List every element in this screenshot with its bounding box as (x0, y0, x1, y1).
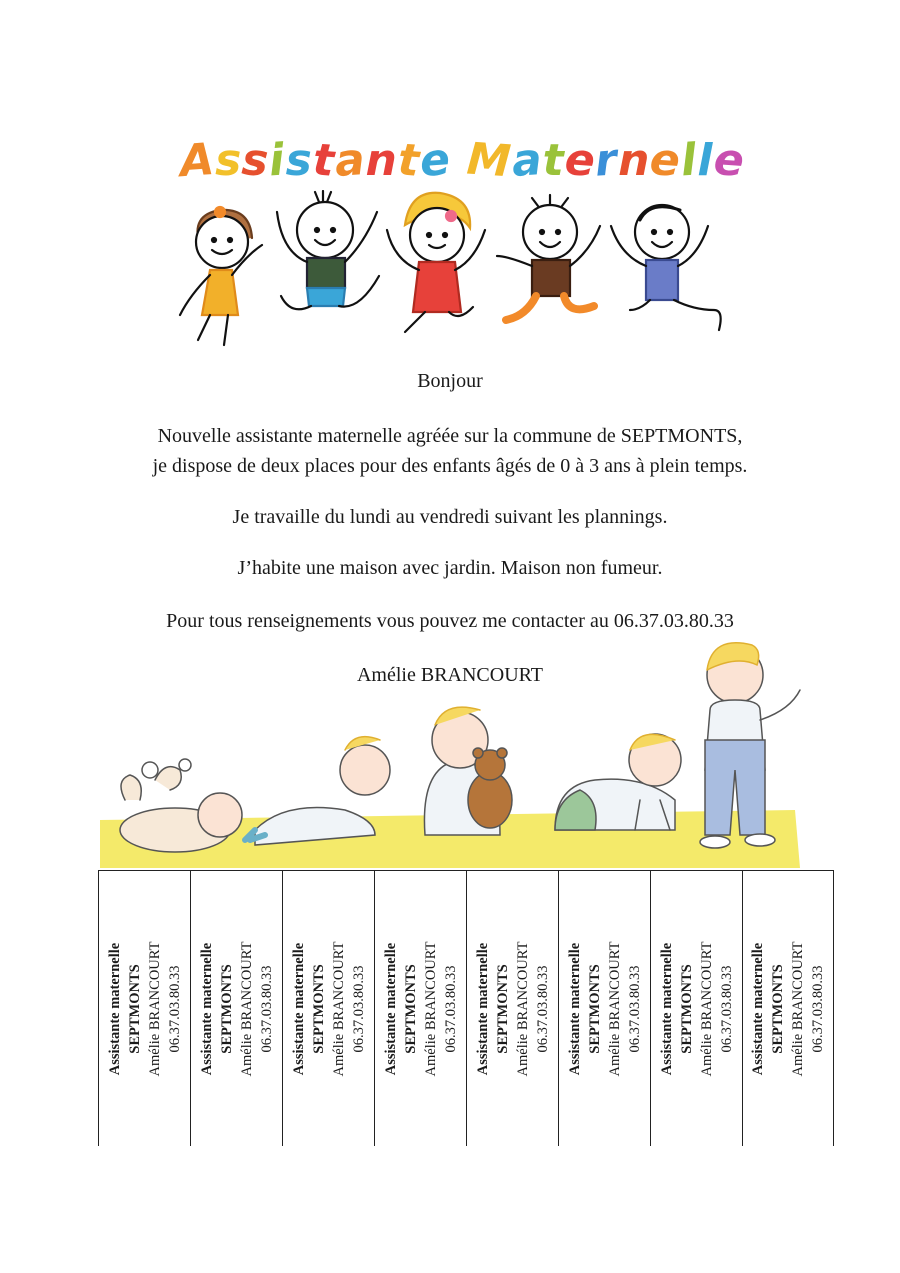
title-letter: s (215, 135, 243, 186)
crawling-baby-2-figure (555, 734, 681, 830)
strip-line3: Amélie BRANCOURT (238, 941, 255, 1076)
tear-off-strip[interactable] (190, 870, 282, 1146)
title-letter: n (618, 135, 651, 186)
strip-line2: SEPTMONTS (770, 963, 786, 1054)
strip-line3: Amélie BRANCOURT (606, 941, 623, 1076)
title-letter: a (510, 133, 545, 188)
strip-line3: Amélie BRANCOURT (698, 941, 715, 1076)
strip-line4: 06.37.03.80.33 (810, 965, 826, 1052)
child-2-figure (277, 191, 379, 309)
strip-line1: Assistante maternelle (290, 942, 307, 1075)
tear-off-strips (98, 870, 838, 1148)
strip-line3: Amélie BRANCOURT (422, 941, 439, 1076)
strip-line4: 06.37.03.80.33 (534, 965, 551, 1052)
strip-line1: Assistante maternelle (750, 942, 766, 1075)
strip-line4: 06.37.03.80.33 (442, 965, 459, 1052)
tear-off-strip[interactable] (558, 870, 650, 1146)
strip-text (565, 879, 645, 1139)
strip-line3: Amélie BRANCOURT (514, 941, 531, 1076)
title-letter: t (311, 134, 337, 187)
title-letter: A (178, 133, 217, 188)
strip-line1: Assistante maternelle (198, 942, 215, 1075)
strip-line2: SEPTMONTS (402, 963, 419, 1054)
child-3-figure (387, 193, 485, 332)
strip-line1: Assistante maternelle (658, 942, 675, 1075)
strip-line4: 06.37.03.80.33 (258, 965, 275, 1052)
title-letter: s (240, 134, 272, 187)
title-letter: a (333, 133, 368, 188)
flyer-title (178, 133, 747, 188)
title-letter: n (365, 135, 398, 186)
tear-off-strip[interactable] (742, 870, 834, 1146)
home-paragraph: J’habite une maison avec jardin. Maison non fumeur. (237, 557, 663, 579)
tear-off-strip[interactable] (374, 870, 466, 1146)
child-1-figure (180, 207, 262, 345)
title-letter: M (465, 133, 514, 188)
strip-line2: SEPTMONTS (310, 963, 327, 1054)
title-letter: l (697, 135, 714, 186)
strip-line2: SEPTMONTS (586, 963, 603, 1054)
tear-off-strip[interactable] (282, 870, 374, 1146)
strip-text (748, 879, 828, 1139)
strip-line1: Assistante maternelle (566, 942, 583, 1075)
lying-baby-figure (120, 759, 242, 852)
title-letter: e (711, 133, 747, 188)
title-letter: t (396, 134, 422, 187)
title-letter: e (418, 133, 453, 188)
strip-line2: SEPTMONTS (678, 963, 695, 1054)
strip-line2: SEPTMONTS (494, 963, 511, 1054)
intro-paragraph (0, 421, 900, 481)
strip-line3: Amélie BRANCOURT (146, 941, 163, 1076)
tear-off-strip[interactable] (98, 870, 190, 1146)
tear-off-strip[interactable] (466, 870, 558, 1146)
signature: Amélie BRANCOURT (356, 664, 543, 686)
child-5-figure (611, 205, 721, 330)
title-letter: e (562, 133, 598, 188)
strip-line2: SEPTMONTS (218, 963, 235, 1054)
strip-line3: Amélie BRANCOURT (330, 941, 347, 1076)
jumping-children-illustration (170, 190, 730, 370)
strip-line2: SEPTMONTS (126, 963, 143, 1054)
intro-line-1: Nouvelle assistante maternelle agréée sur la commune de SEPTMONTS, (157, 425, 743, 447)
title-letter: r (593, 134, 620, 187)
baby-growth-illustration (95, 630, 815, 870)
greeting: Bonjour (417, 370, 483, 392)
strip-text (381, 879, 461, 1139)
title-letter: i (267, 134, 288, 187)
strip-text (657, 879, 737, 1139)
strip-line1: Assistante maternelle (106, 942, 123, 1075)
strip-text (473, 879, 553, 1139)
strip-text (289, 879, 369, 1139)
title-letter (451, 135, 467, 186)
strip-line4: 06.37.03.80.33 (166, 965, 183, 1052)
strip-line4: 06.37.03.80.33 (626, 965, 643, 1052)
strip-line4: 06.37.03.80.33 (350, 965, 367, 1052)
title-letter: s (285, 135, 313, 186)
contact-paragraph: Pour tous renseignements vous pouvez me contacter au 06.37.03.80.33 (166, 610, 734, 632)
strip-line4: 06.37.03.80.33 (718, 965, 735, 1052)
strip-text (105, 879, 185, 1139)
sitting-baby-figure (424, 707, 512, 835)
title-letter: e (648, 133, 684, 188)
title-letter: l (679, 134, 700, 187)
tear-off-strip[interactable] (650, 870, 742, 1146)
strip-line1: Assistante maternelle (474, 942, 491, 1075)
strip-line3: Amélie BRANCOURT (790, 941, 806, 1076)
crawling-baby-1-figure (245, 737, 390, 845)
schedule-paragraph: Je travaille du lundi au vendredi suivant les plannings. (232, 506, 668, 528)
strip-text (197, 879, 277, 1139)
child-4-figure (497, 195, 600, 320)
intro-line-2: je dispose de deux places pour des enfants âgés de 0 à 3 ans à plein temps. (152, 455, 748, 477)
title-letter: t (542, 135, 565, 186)
strip-line1: Assistante maternelle (382, 942, 399, 1075)
